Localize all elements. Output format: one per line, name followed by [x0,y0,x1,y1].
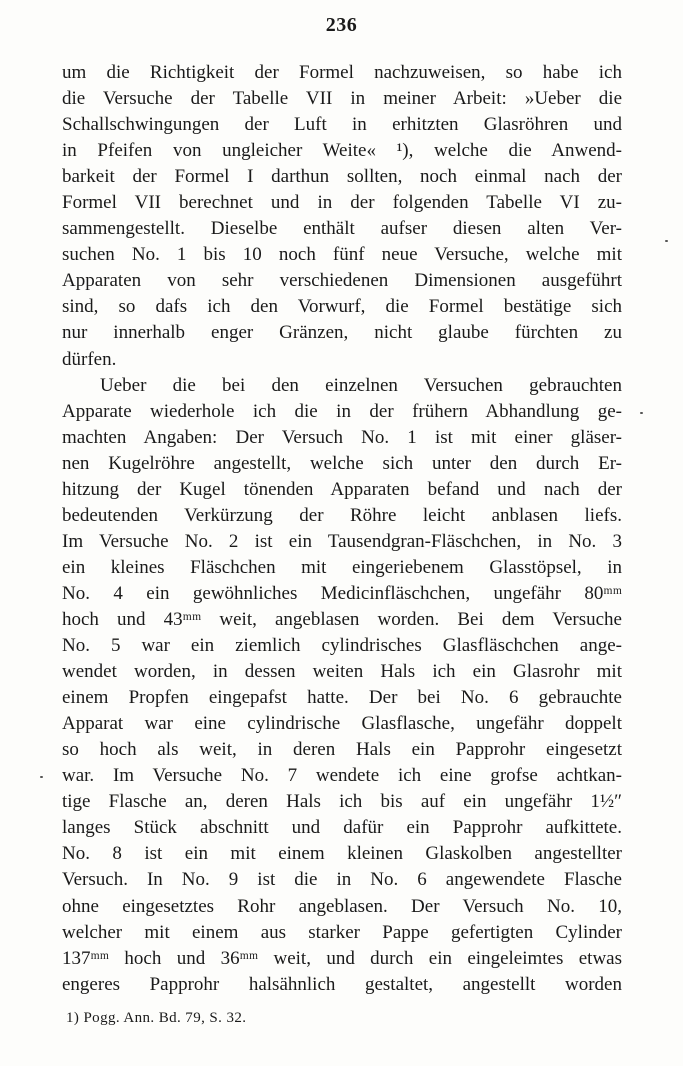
text-line: in Pfeifen von ungleicher Weite« ¹), welche die Anwend- [62,140,622,162]
text-line: die Versuche der Tabelle VII in meiner Arbeit: »Ueber die [62,88,622,110]
text-line: ohne eingesetztes Rohr angeblasen. Der Versuch No. 10, [62,895,622,917]
text-line: bedeutenden Verkürzung der Röhre leicht anblasen liefs. [62,504,622,526]
text-line: suchen No. 1 bis 10 noch fünf neue Versuche, welche mit [62,244,622,266]
text-line: Ueber die bei den einzelnen Versuchen gebrauchten [100,374,622,396]
text-line: No. 8 ist ein mit einem kleinen Glaskolben angestellter [62,843,622,865]
text-line: No. 5 war ein ziemlich cylindrisches Glasfläschchen ange- [62,635,622,657]
scan-speck [40,776,43,778]
text-line: einem Propfen eingepafst hatte. Der bei No. 6 gebrauchte [62,687,622,709]
text-line: so hoch als weit, in deren Hals ein Papprohr eingesetzt [62,739,622,761]
text-line: tige Flasche an, deren Hals ich bis auf ein ungefähr 1½″ [62,791,622,813]
text-line: Im Versuche No. 2 ist ein Tausendgran-Fläschchen, in No. 3 [62,530,622,552]
text-line: 137ᵐᵐ hoch und 36ᵐᵐ weit, und durch ein eingeleimtes etwas [62,947,622,969]
text-line: Formel VII berechnet und in der folgenden Tabelle VI zu- [62,192,622,214]
text-line: sind, so dafs ich den Vorwurf, die Formel bestätige sich [62,296,622,318]
text-line: Apparaten von sehr verschiedenen Dimensionen ausgeführt [62,270,622,292]
text-line: um die Richtigkeit der Formel nachzuweisen, so habe ich [62,62,622,83]
page-number: 236 [325,14,358,36]
text-line: welcher mit einem aus starker Pappe gefertigten Cylinder [62,921,622,943]
text-line: hitzung der Kugel tönenden Apparaten befand und nach der [62,478,622,500]
text-line: ein kleines Fläschchen mit eingeriebenem Glasstöpsel, in [62,556,622,578]
scan-speck [665,240,668,242]
text-line: sammengestellt. Dieselbe enthält aufser diesen alten Ver- [62,218,622,240]
text-line: nen Kugelröhre angestellt, welche sich unter den durch Er- [62,452,622,474]
body-text [62,60,622,998]
text-line: No. 4 ein gewöhnliches Medicinfläschchen, ungefähr 80ᵐᵐ [62,582,622,604]
text-line: Apparat war eine cylindrische Glasflasche, ungefähr doppelt [62,713,622,735]
footnote: 1) Pogg. Ann. Bd. 79, S. 32. [66,1010,247,1026]
text-line: Schallschwingungen der Luft in erhitzten Glasröhren und [62,114,622,136]
text-line: wendet worden, in dessen weiten Hals ich ein Glasrohr mit [62,661,622,683]
text-line: barkeit der Formel I darthun sollten, noch einmal nach der [62,166,622,188]
text-line: hoch und 43ᵐᵐ weit, angeblasen worden. Bei dem Versuche [62,608,622,630]
text-line: engeres Papprohr halsähnlich gestaltet, angestellt worden [62,973,622,995]
text-line: langes Stück abschnitt und dafür ein Papprohr aufkittete. [62,817,622,839]
text-line: nur innerhalb enger Gränzen, nicht glaube fürchten zu [62,322,622,344]
scan-speck [640,412,643,414]
text-line: machten Angaben: Der Versuch No. 1 ist mit einer gläser- [62,426,622,448]
text-line: dürfen. [62,348,117,370]
text-line: war. Im Versuche No. 7 wendete ich eine grofse achtkan- [62,765,622,787]
text-line: Versuch. In No. 9 ist die in No. 6 angewendete Flasche [62,869,622,891]
text-line: Apparate wiederhole ich die in der frühern Abhandlung ge- [62,400,622,422]
